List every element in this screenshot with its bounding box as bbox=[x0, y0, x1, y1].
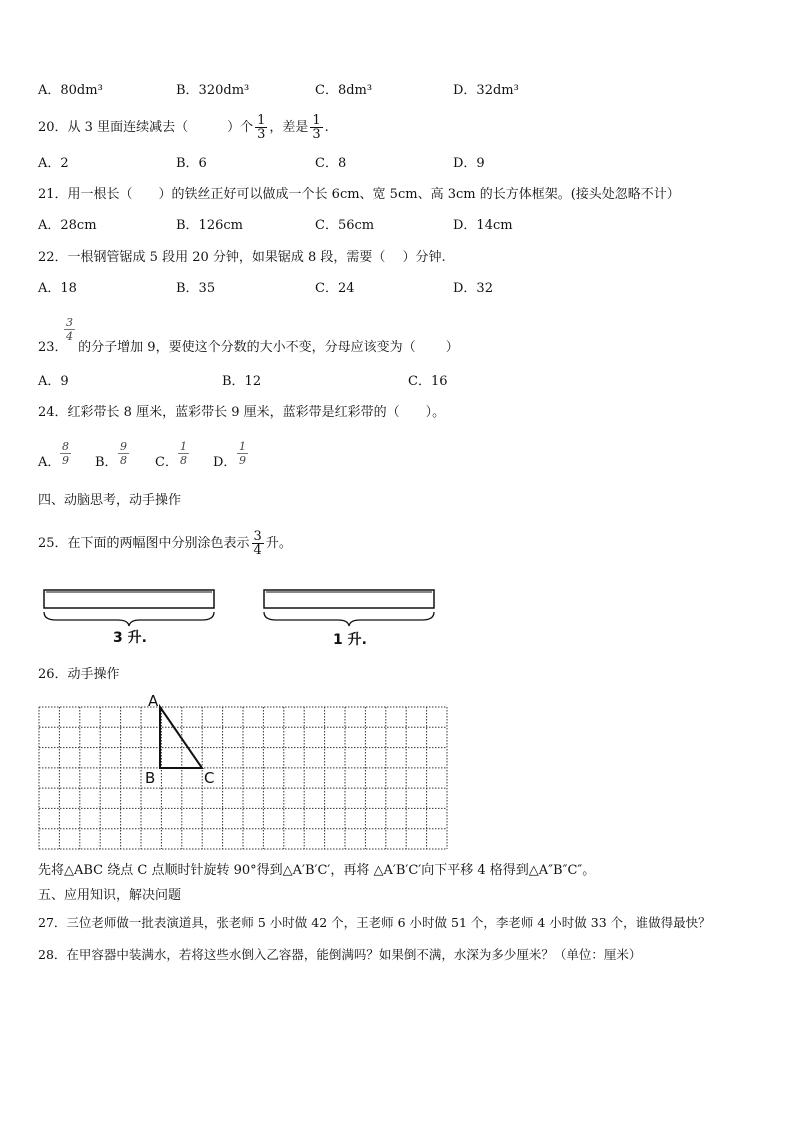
q25-brace-left bbox=[44, 612, 214, 626]
q24-option-b-label: B． bbox=[95, 455, 118, 470]
q24-option-d-fraction: $\frac{1}{9}$ bbox=[239, 440, 246, 467]
q25-diagrams bbox=[0, 582, 794, 652]
q24-option-d-label: D． bbox=[213, 455, 237, 470]
q19-option-b: B．320dm³ bbox=[176, 83, 250, 98]
point-b-label: B bbox=[145, 769, 156, 787]
q22-option-b: B．35 bbox=[176, 281, 216, 296]
q23-stem: 23． 的分子增加 9，要使这个分数的大小不变，分母应该变为（ ） bbox=[38, 340, 459, 355]
q20-option-c: C．8 bbox=[315, 156, 347, 171]
q24-option-c-label: C． bbox=[155, 455, 178, 470]
q25-stem bbox=[38, 530, 292, 557]
q24-options bbox=[38, 440, 758, 476]
q22-option-c: C．24 bbox=[315, 281, 355, 296]
q23-option-b: B．12 bbox=[222, 374, 262, 389]
q24-option-c-fraction: $\frac{1}{8}$ bbox=[180, 440, 187, 467]
q26-title: 26．动手操作 bbox=[38, 667, 120, 682]
q21-option-c: C．56cm bbox=[315, 218, 375, 233]
q21-option-d: D．14cm bbox=[453, 218, 513, 233]
q24-option-b-fraction: $\frac{9}{8}$ bbox=[120, 440, 127, 467]
q25-text-post: 升。 bbox=[265, 536, 292, 551]
q21-option-b: B．126cm bbox=[176, 218, 243, 233]
q26-instruction: 先将△ABC 绕点 C 点顺时针旋转 90°得到△A′B′C′，再将 △A′B′C′向下平移 4 格得到△A″B″C″。 bbox=[38, 863, 596, 878]
point-c-label: C bbox=[204, 769, 215, 787]
q25-label-left: 3 升. bbox=[113, 630, 147, 646]
q20-option-a: A．2 bbox=[38, 156, 69, 171]
q24-option-a-fraction: $\frac{8}{9}$ bbox=[62, 440, 69, 467]
q25-text-pre: 25．在下面的两幅图中分别涂色表示 bbox=[38, 536, 250, 551]
triangle-abc bbox=[160, 707, 202, 768]
q20-text-mid: ，差是 bbox=[269, 120, 309, 135]
q24-option-a-label: A． bbox=[38, 455, 61, 470]
q21-stem: 21．用一根长（ ）的铁丝正好可以做成一个长 6cm、宽 5cm、高 3cm 的长方体框架。(接头处忽略不计） bbox=[38, 187, 680, 202]
q23-options bbox=[38, 373, 758, 391]
q22-option-d: D．32 bbox=[453, 281, 493, 296]
q25-brace-right bbox=[264, 612, 434, 626]
q20-fraction-2: $\frac{1}{3}$ bbox=[312, 113, 321, 142]
dotted-grid[interactable] bbox=[39, 707, 447, 849]
q19-option-c: C．8dm³ bbox=[315, 83, 373, 98]
q19-option-d: D．32dm³ bbox=[453, 83, 519, 98]
q20-option-b: B．6 bbox=[176, 156, 207, 171]
q24-stem: 24．红彩带长 8 厘米，蓝彩带长 9 厘米，蓝彩带是红彩带的（ ）。 bbox=[38, 405, 446, 420]
q23-option-c: C．16 bbox=[408, 374, 448, 389]
q19-options bbox=[38, 82, 758, 100]
q20-stem bbox=[38, 114, 329, 141]
q23-option-a: A．9 bbox=[38, 374, 69, 389]
q25-bar-right[interactable] bbox=[264, 590, 434, 608]
q25-label-right: 1 升. bbox=[333, 632, 367, 648]
q22-stem: 22．一根钢管锯成 5 段用 20 分钟，如果锯成 8 段，需要（ ）分钟. bbox=[38, 250, 446, 265]
q20-options bbox=[38, 155, 758, 173]
q19-option-a: A．80dm³ bbox=[38, 83, 103, 98]
q20-option-d: D．9 bbox=[453, 156, 485, 171]
q25-bar-left[interactable] bbox=[44, 590, 214, 608]
section-5-heading: 五、应用知识，解决问题 bbox=[38, 888, 182, 903]
q23-fraction: $\frac{3}{4}$ bbox=[66, 316, 73, 343]
section-4-heading: 四、动脑思考，动手操作 bbox=[38, 493, 182, 508]
q27-stem: 27．三位老师做一批表演道具，张老师 5 小时做 42 个，王老师 6 小时做 51 个，李老师 4 小时做 33 个，谁做得最快？ bbox=[38, 915, 711, 930]
q20-fraction-1: $\frac{1}{3}$ bbox=[257, 113, 266, 142]
q21-option-a: A．28cm bbox=[38, 218, 97, 233]
q20-text-post: . bbox=[324, 120, 329, 135]
q21-options bbox=[38, 217, 758, 235]
q25-fraction: $\frac{3}{4}$ bbox=[253, 529, 262, 558]
q22-option-a: A．18 bbox=[38, 281, 77, 296]
q28-stem: 28．在甲容器中装满水，若将这些水倒入乙容器，能倒满吗？如果倒不满，水深为多少厘米？（单位：厘米） bbox=[38, 947, 642, 962]
q22-options bbox=[38, 280, 758, 298]
point-a-label: A bbox=[148, 692, 159, 710]
q20-text-pre: 20．从 3 里面连续减去（ ）个 bbox=[38, 120, 254, 135]
q26-grid-figure bbox=[0, 690, 794, 855]
